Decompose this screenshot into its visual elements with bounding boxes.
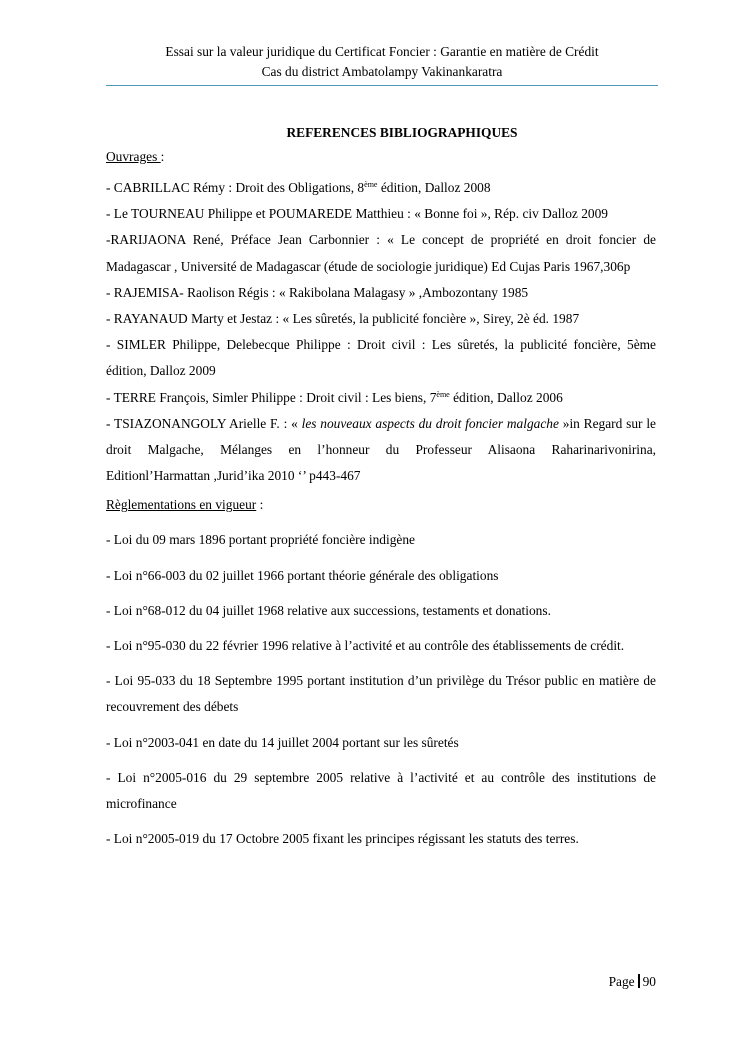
reference-item [106, 175, 656, 201]
running-header [106, 42, 658, 82]
page-footer [609, 974, 656, 990]
ouvrages-heading-label: Ouvrages [106, 149, 161, 164]
reglementations-heading [106, 492, 656, 518]
laws-list [106, 527, 656, 852]
page-title: REFERENCES BIBLIOGRAPHIQUES [286, 125, 518, 140]
header-divider [106, 85, 658, 86]
reference-item: - Le TOURNEAU Philippe et POUMAREDE Matthieu : « Bonne foi », Rép. civ Dalloz 2009 [106, 206, 608, 222]
law-item: - Loi n°2003-041 en date du 14 juillet 2004 portant sur les sûretés [106, 734, 459, 750]
law-item: - Loi n°95-030 du 22 février 1996 relative à l’activité et au contrôle des établissements de crédit. [106, 638, 625, 654]
ouvrages-heading [106, 144, 656, 170]
reference-italic-title: les nouveaux aspects du droit foncier malgache [301, 415, 559, 431]
reglementations-heading-colon: : [256, 497, 264, 513]
reference-text: »in Regard sur le droit Malgache, Mélanges en l’honneur du Professeur Alisaona Raharinarivonirina, Editionl’Harmattan ,Jurid’ika 2010 ‘’ p443-467 [106, 415, 656, 484]
reference-text: - TERRE François, Simler Philippe : Droit civil : Les biens, 7 [106, 389, 437, 405]
reference-superscript: ème [436, 389, 450, 399]
reference-text: édition, Dalloz 2008 [377, 180, 491, 195]
header-line-2: Cas du district Ambatolampy Vakinankaratra [261, 64, 503, 79]
page-body [106, 122, 656, 861]
page-number: 90 [642, 974, 656, 989]
reference-item [106, 411, 656, 490]
reference-text: - TSIAZONANGOLY Arielle F. : « [106, 415, 302, 431]
ouvrages-list [106, 175, 656, 489]
reference-item: -RARIJAONA René, Préface Jean Carbonnier : « Le concept de propriété en droit foncier de Madagascar , Université de Madagascar (étude de sociologie juridique) Ed Cujas Paris 1967,306p [106, 232, 656, 274]
header-line-1: Essai sur la valeur juridique du Certificat Foncier : Garantie en matière de Crédit [165, 44, 599, 59]
footer-separator [638, 974, 640, 988]
law-item: - Loi n°2005-016 du 29 septembre 2005 relative à l’activité et au contrôle des institutions de microfinance [106, 769, 656, 812]
ouvrages-heading-colon: : [160, 149, 165, 164]
law-item: - Loi n°66-003 du 02 juillet 1966 portant théorie générale des obligations [106, 567, 499, 583]
reference-superscript: ème [364, 180, 378, 189]
reference-item: - RAJEMISA- Raolison Régis : « Rakibolana Malagasy » ,Ambozontany 1985 [106, 284, 529, 300]
law-item: - Loi n°2005-019 du 17 Octobre 2005 fixant les principes régissant les statuts des terres. [106, 831, 579, 847]
reference-text: édition, Dalloz 2006 [449, 389, 563, 405]
reference-item: - SIMLER Philippe, Delebecque Philippe : Droit civil : Les sûretés, la publicité foncière, 5ème édition, Dalloz 2009 [106, 337, 656, 379]
reglementations-heading-label: Règlementations en vigueur [106, 497, 257, 513]
reference-item: - RAYANAUD Marty et Jestaz : « Les sûretés, la publicité foncière », Sirey, 2è éd. 1987 [106, 311, 580, 327]
reference-text: - CABRILLAC Rémy : Droit des Obligations, 8 [106, 180, 365, 195]
law-item: - Loi du 09 mars 1896 portant propriété foncière indigène [106, 532, 416, 548]
law-item: - Loi n°68-012 du 04 juillet 1968 relative aux successions, testaments et donations. [106, 602, 551, 618]
reference-item [106, 385, 656, 411]
law-item: - Loi 95-033 du 18 Septembre 1995 portant institution d’un privilège du Trésor public en matière de recouvrement des débets [106, 673, 656, 715]
page-label: Page [608, 974, 635, 989]
